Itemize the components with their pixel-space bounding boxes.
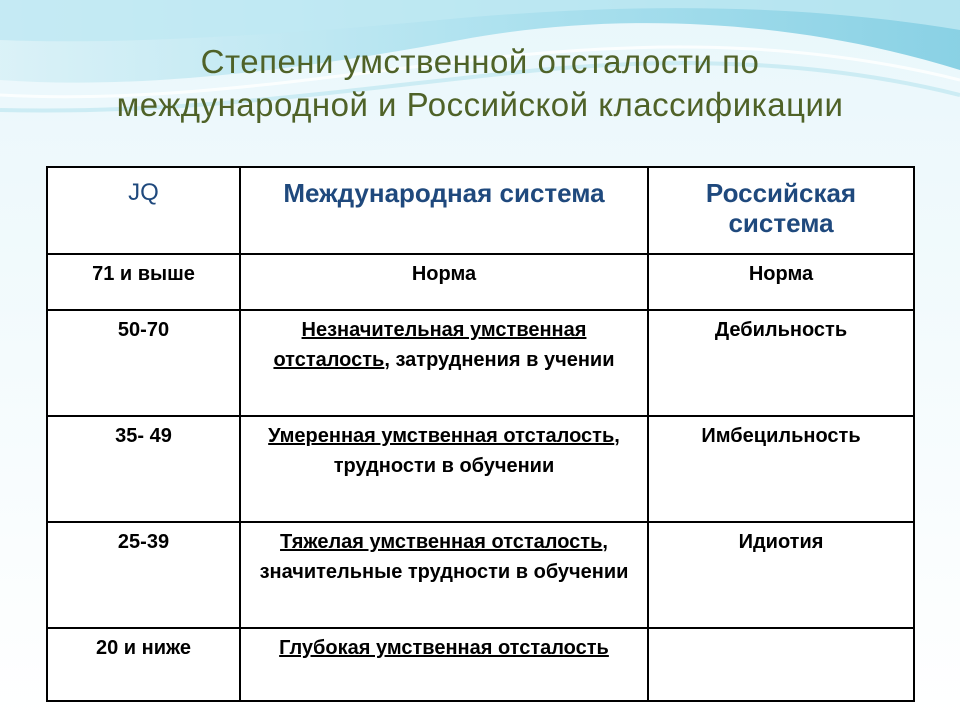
cell-international bbox=[240, 628, 648, 701]
cell-russian bbox=[648, 628, 914, 701]
cell-russian: Дебильность bbox=[648, 310, 914, 416]
header-russian: Российская система bbox=[648, 167, 914, 254]
cell-international bbox=[240, 254, 648, 310]
intl-rest: Норма bbox=[411, 263, 477, 285]
cell-iq: 25-39 bbox=[47, 522, 240, 628]
intl-term: Тяжелая умственная отсталость bbox=[280, 531, 603, 553]
table-row bbox=[47, 522, 914, 628]
table-row bbox=[47, 254, 914, 310]
cell-iq: 20 и ниже bbox=[47, 628, 240, 701]
title-line-2: международной и Российской классификации bbox=[116, 86, 844, 123]
cell-international bbox=[240, 416, 648, 522]
table-row bbox=[47, 416, 914, 522]
cell-international bbox=[240, 522, 648, 628]
intl-term: Глубокая умственная отсталость bbox=[279, 637, 609, 659]
intl-rest: , затруднения в учении bbox=[384, 349, 615, 371]
title-line-1: Степени умственной отсталости по bbox=[200, 43, 760, 80]
table-row bbox=[47, 628, 914, 701]
intl-rest: , значительные трудности в обучении bbox=[259, 531, 629, 583]
page-title bbox=[0, 40, 960, 126]
intl-term: Умеренная умственная отсталость bbox=[268, 425, 615, 447]
intl-rest: , трудности в обучении bbox=[333, 425, 620, 477]
table-row bbox=[47, 310, 914, 416]
cell-russian: Норма bbox=[648, 254, 914, 310]
cell-iq: 35- 49 bbox=[47, 416, 240, 522]
cell-russian: Имбецильность bbox=[648, 416, 914, 522]
cell-iq: 50-70 bbox=[47, 310, 240, 416]
table-header-row bbox=[47, 167, 914, 254]
header-iq: JQ bbox=[47, 167, 240, 254]
intl-term: Незначительная умственная отсталость bbox=[273, 319, 587, 371]
classification-table bbox=[46, 166, 915, 702]
cell-russian: Идиотия bbox=[648, 522, 914, 628]
cell-iq: 71 и выше bbox=[47, 254, 240, 310]
cell-international bbox=[240, 310, 648, 416]
header-international: Международная система bbox=[240, 167, 648, 254]
